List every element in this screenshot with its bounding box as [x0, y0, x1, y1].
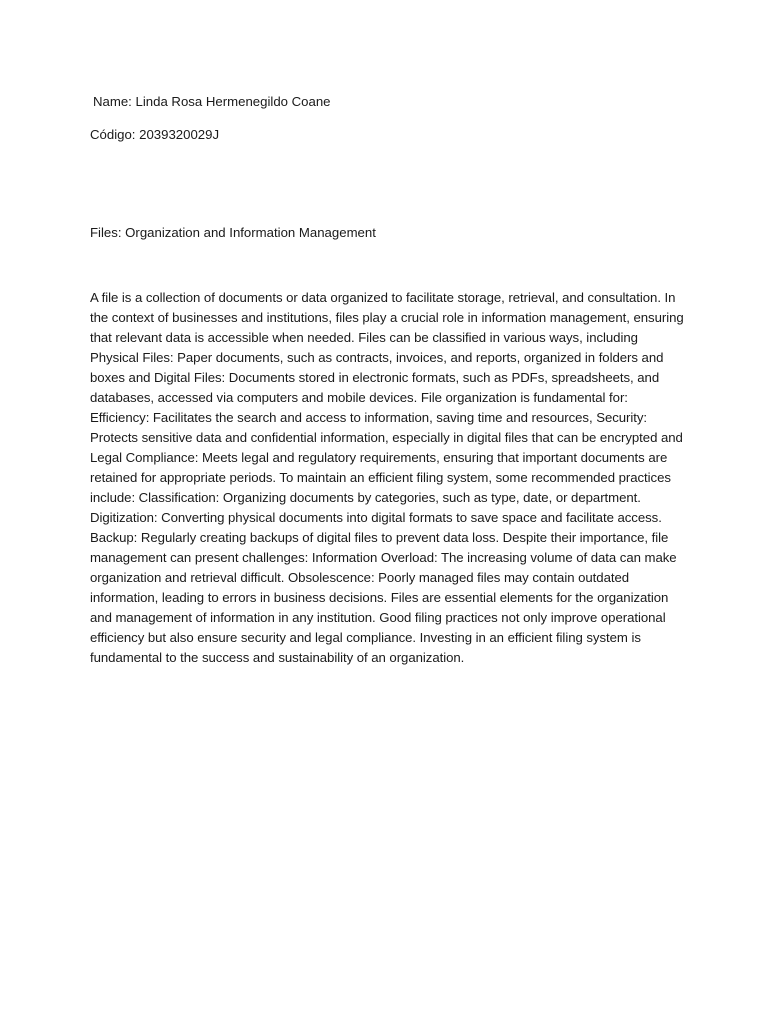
body-paragraph: A file is a collection of documents or data organized to facilitate storage, retrieval, and consultation. In the context of businesses and institutions, files play a crucial role in information management, ensuring that relevant data is accessible when needed. Files can be classified in various ways, including Physical Files: Paper documents, such as contracts, invoices, and reports, organized in folders and boxes and Digital Files: Documents stored in electronic formats, such as PDFs, spreadsheets, and databases, accessed via computers and mobile devices. File organization is fundamental for: Efficiency: Facilitates the search and access to information, saving time and resources, Security: Protects sensitive data and confidential information, especially in digital files that can be encrypted and Legal Compliance: Meets legal and regulatory requirements, ensuring that important documents are retained for appropriate periods. To maintain an efficient filing system, some recommended practices include: Classification: Organizing documents by categories, such as type, date, or department. Digitization: Converting physical documents into digital formats to save space and facilitate access. Backup: Regularly creating backups of digital files to prevent data loss. Despite their importance, file management can present challenges: Information Overload: The increasing volume of data can make organization and retrieval difficult. Obsolescence: Poorly managed files may contain outdated information, leading to errors in business decisions. Files are essential elements for the organization and management of information in any institution. Good filing practices not only improve operational efficiency but also ensure security and legal compliance. Investing in an efficient filing system is fundamental to the success and sustainability of an organization. — [90, 290, 684, 665]
document-title: Files: Organization and Information Management — [90, 225, 376, 240]
student-code: Código: 2039320029J — [90, 127, 220, 142]
author-name: Name: Linda Rosa Hermenegildo Coane — [93, 94, 331, 109]
